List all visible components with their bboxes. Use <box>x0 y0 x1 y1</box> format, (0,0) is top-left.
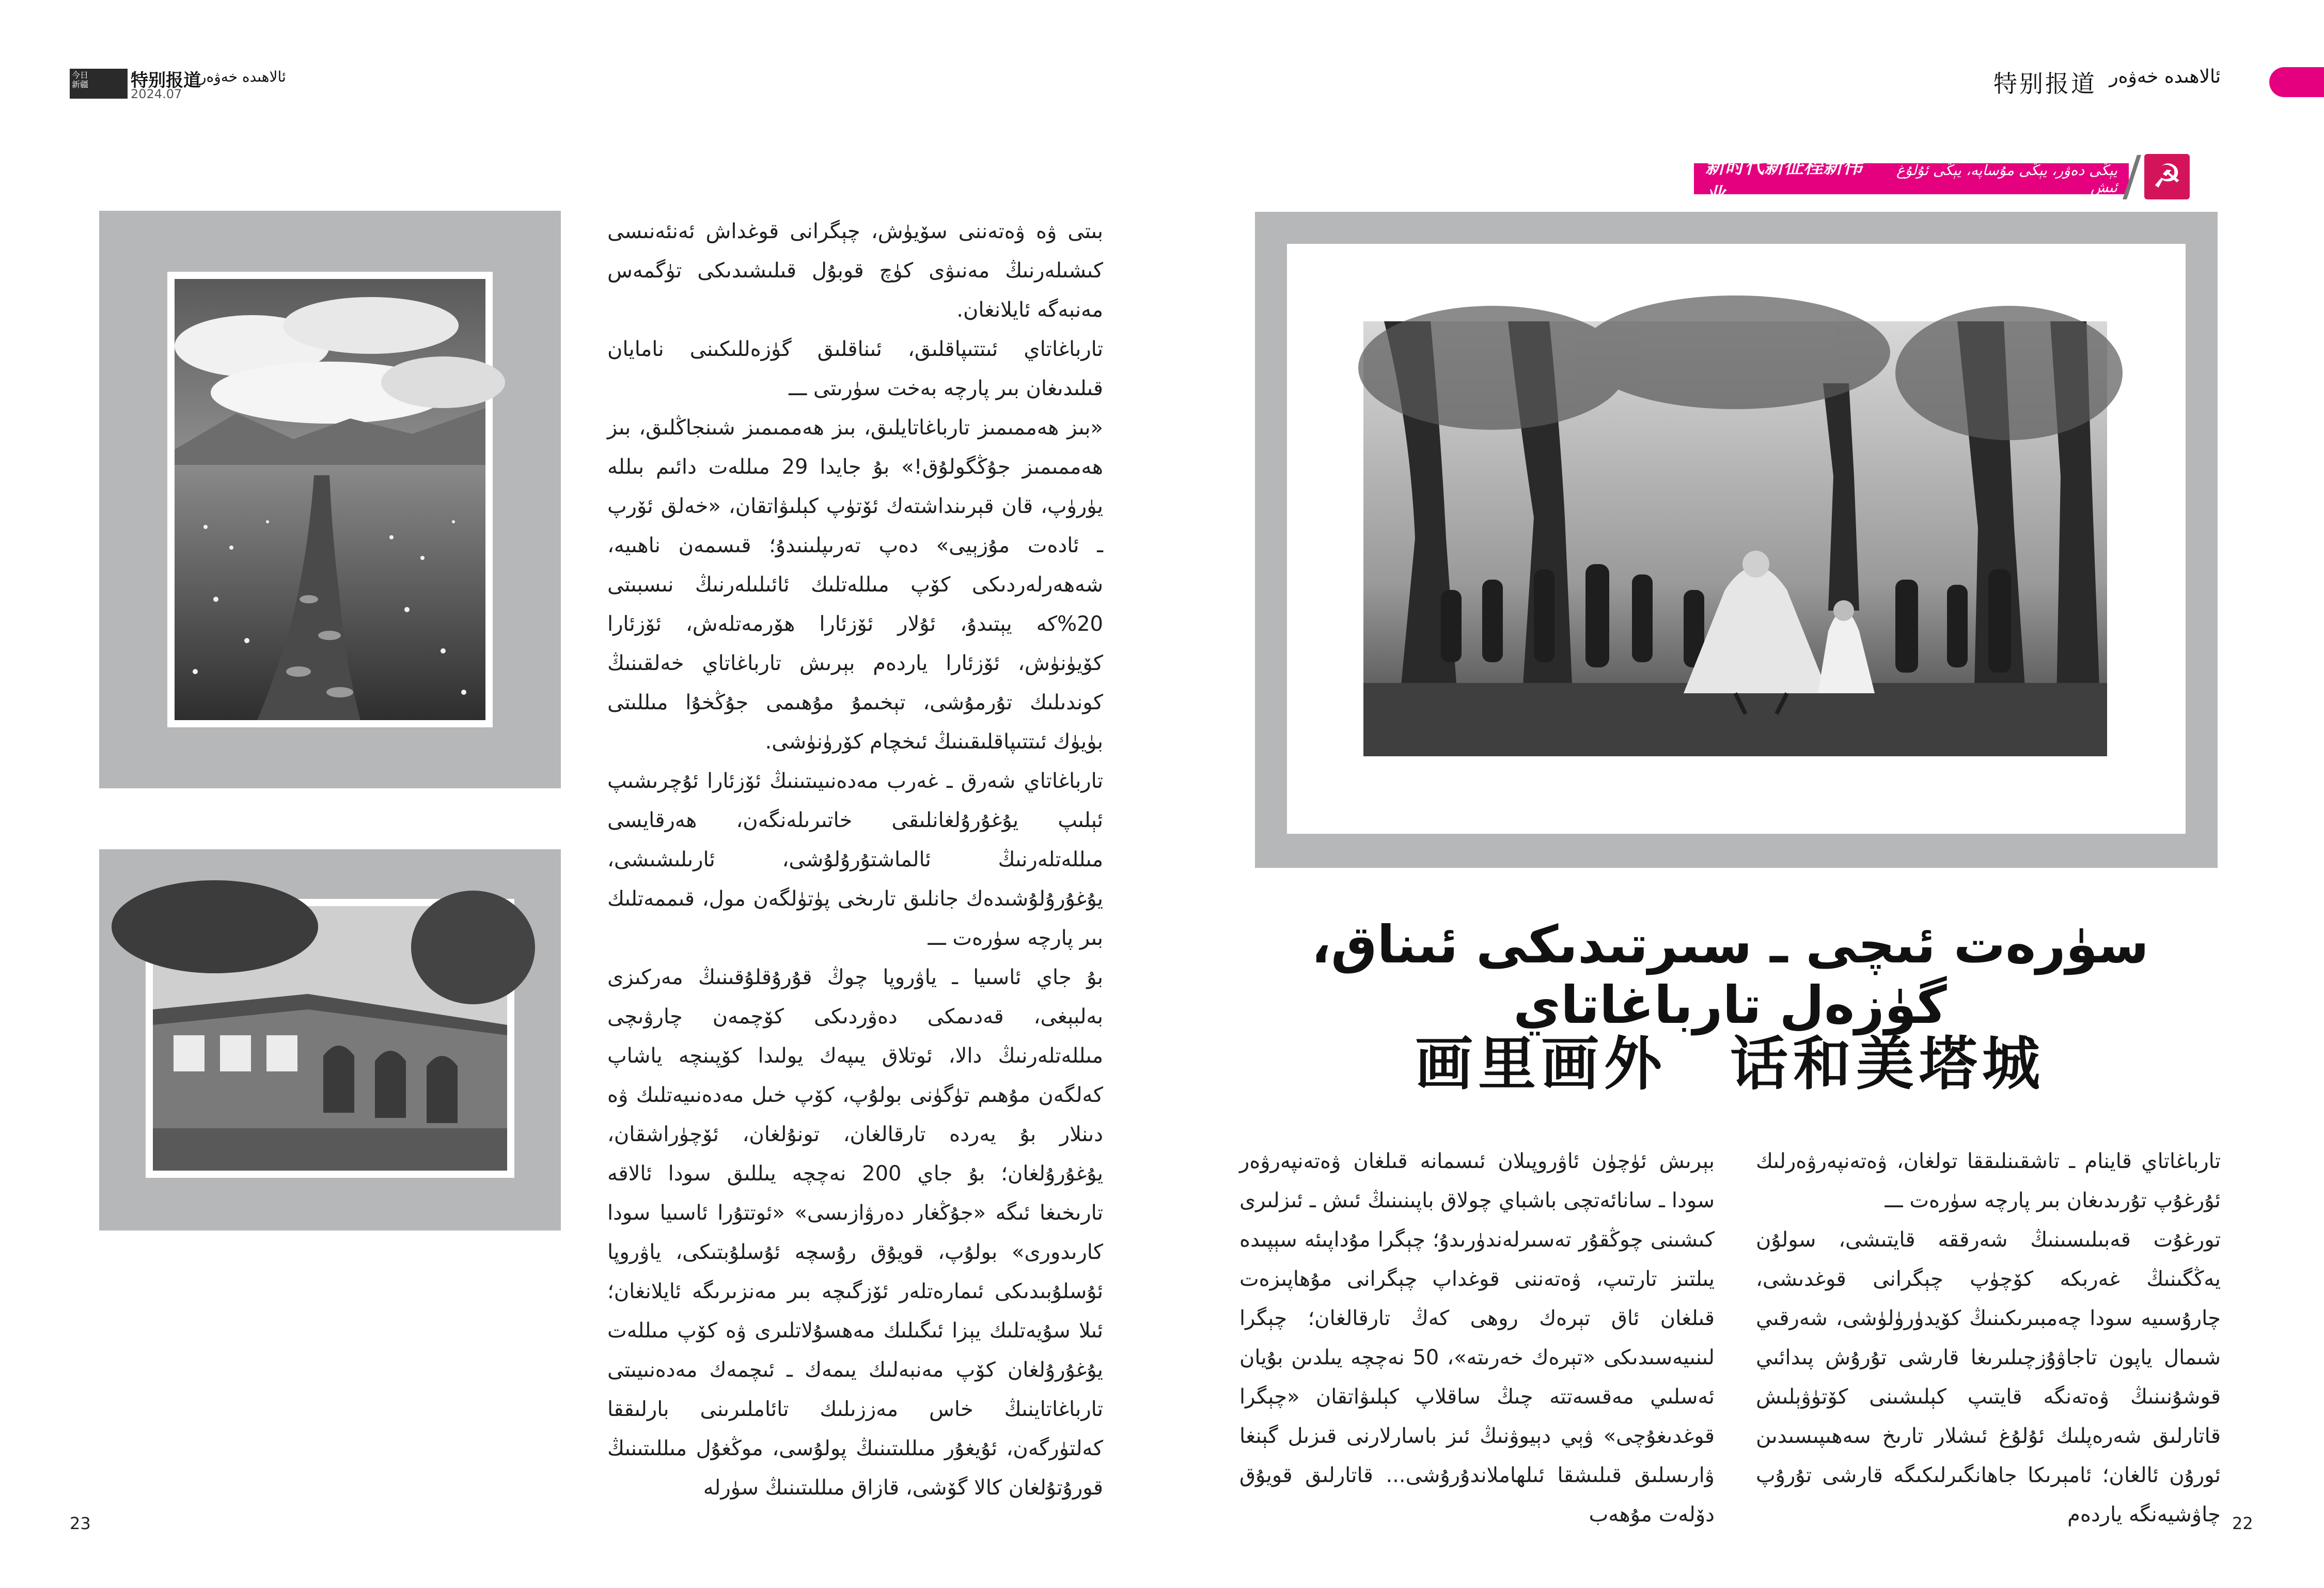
right-header-section-ug: ئالاھىدە خەۋەر <box>2109 66 2221 87</box>
right-page-middle-column <box>1239 1142 1715 1527</box>
left-header-section-ug: ئالاھىدە خەۋەر <box>199 68 286 85</box>
right-page-right-column <box>1756 1142 2221 1527</box>
banner-cn: 新时代新征程新伟业 <box>1705 154 1863 206</box>
article-title-ug: سۈرەت ئىچى ـ سىرتىدىكى ئىناق، گۈزەل تارباغاتاي <box>1311 914 2149 1035</box>
paragraph: بۇ جاي ئاسىيا ـ ياۋروپا چوڭ قۇرۇقلۇقىنىڭ مەركىزى بەلبېغى، قەدىمكى دەۋردىكى كۆچمەن چارۋىچى مىللەتلەرنىڭ دالا، ئوتلاق يىپەك يولىدا كۆپىنچە ياشاپ كەلگەن مۇھىم تۈگۈنى بولۇپ، كۆپ خىل مەدەنىيەتلىك ۋە دىنلار بۇ يەردە تارقالغان، تونۇلغان، ئۆچۈراشقان، يۇغۇرۇلغان؛ بۇ جاي 200 نەچچە يىللىق سودا ئالاقە تارىخىغا ئىگە «جۇڭغار دەرۋازىسى» «ئوتتۇرا ئاسىيا سودا كارىدورى» بولۇپ، قويۇق رۇسچە ئۇسلۇبتىكى، ياۋروپا ئۇسلۇبىدىكى ئىمارەتلەر ئۆزگىچە بىر مەنزىرىگە ئايلانغان؛ ئىلا سۇيەتلىك يېزا ئىگىلىك مەھسۇلاتلىرى ۋە كۆپ مىللەت يۇغۇرۇلغان كۆپ مەنبەلىك يىمەك ـ ئىچمەك مەدەنىيىتى تارباغاتاينىڭ خاس مەززىلىك تائاملىرىنى بارلىققا كەلتۈرگەن، ئۇيغۇر مىللىتىنىڭ پولۇسى، موڭغۇل مىللىتىنىڭ قورۇتۇلغان كالا گۆشى، قازاق مىللىتىنىڭ سۈرلە <box>607 966 1103 1500</box>
paragraph: تارباغاتاي ئىتتىپاقلىق، ئىناقلىق گۈزەللىكىنى نامايان قىلىدىغان بىر پارچە بەخت سۈرىتى ـــ <box>607 337 1103 400</box>
left-header-date: 2024.07 <box>131 87 182 101</box>
left-header-title: 特别报道 <box>131 70 201 91</box>
banner-ug: يېڭى دەۋر، يېڭى مۇساپە، يېڭى ئۇلۇغ ئىش <box>1896 162 2117 196</box>
paragraph: بېرىش ئۈچۈن ئاۋروپىلان ئىسمانە قىلغان ۋەتەنپەرۋەر سودا ـ سانائەتچى باشباي چولاق باپىنىنىڭ ئىش ـ ئىزلىرى كىشىنى چوڭقۇر تەسىرلەندۈرىدۇ؛ چېگرا مۇداپىئە سېپىدە يىلتىز تارتىپ، ۋەتەننى قوغداپ چېگرانى مۇھاپىزەت قىلغان ئاق تېرەك روھى كەڭ تارقالغان؛ چېگرا لىنىيەسىدىكى «تېرەك خەرىتە»، 50 نەچچە يىلدىن بۇيان ئەسلىي مەقسەتتە چىڭ ساقلاپ كېلىۋاتقان «چېگرا قوغدىغۇچى» ۋېي دېيوۋنىڭ ئىز باسارلارنى قىزىل گېنغا ۋارىسلىق قىلىشقا ئىلھاملاندۇرۇشى... قاتارلىق قويۇق دۆلەت مۇھەب <box>1239 1149 1715 1527</box>
photo-frame-landscape <box>99 211 561 788</box>
paragraph: تارباغاتاي شەرق ـ غەرب مەدەنىيىتىنىڭ ئۆزئارا ئۇچرىشىپ ئېلىپ يۇغۇرۇلغانلىقى خاتىرىلەنگەن، ھەرقايسى مىللەتلەرنىڭ ئالماشتۇرۇلۇشى، ئارىلىشىشى، يۇغۇرۇلۇشىدەك جانلىق تارىخى پۈتۈلگەن مول، قىممەتلىك بىر پارچە سۈرەت ـــ <box>607 769 1103 950</box>
paragraph: تورغۇت قەبىلىسىنىڭ شەرققە قايتىشى، سولۇن يەڭگىنىڭ غەربكە كۆچۈپ چېگرانى قوغدىشى، چارۇسىيە سودا چەمبىرىكىنىڭ كۆيدۈرۈلۈشى، شەرقىي شىمال ياپون تاجاۋۇزچىلىرىغا قارشى تۇرۇش پىدائىي قوشۇنىنىڭ ۋەتەنگە قايتىپ كېلىشىنى كۆتۈۋېلىش قاتارلىق شەرەپلىك ئۇلۇغ ئىشلار تارىخ سەھىپىسىدىن ئورۇن ئالغان؛ ئامېرىكا جاھانگىرلىكىگە قارشى تۇرۇپ چاۋشيەنگە ياردەم <box>1756 1228 2221 1527</box>
folk-dance-photo <box>1363 321 2107 756</box>
logo-line-1: 今日 <box>72 70 89 80</box>
logo-line-2: 新疆 <box>72 80 89 89</box>
landscape-photo <box>175 279 485 720</box>
party-emblem-icon: ☭ <box>2144 154 2190 199</box>
page-number-left: 23 <box>70 1514 91 1533</box>
magazine-logo <box>70 69 128 99</box>
paragraph: «بىز ھەممىمىز تارباغاتايلىق، بىز ھەممىمىز شىنجاڭلىق، بىز ھەممىمىز جۇڭگولۇق!» بۇ جايدا 29 مىللەت دائىم بىللە يۈرۈپ، قان قېرىنداشتەك ئۆتۈپ كېلىۋاتقان، «خەلق ئۆرپ ـ ئادەت مۇزېيى» دەپ تەرىپلىنىدۇ؛ قىسمەن ناھىيە، شەھەرلەردىكى كۆپ مىللەتلىك ئائىلىلەرنىڭ نىسبىتى 20%كە يېتىدۇ، ئۇلار ئۆزئارا ھۆرمەتلەش، ئۆزئارا كۆيۈنۈش، ئۆزئارا ياردەم بېرىش تارباغاتاي خەلقىنىڭ كوندىلىك تۇرمۇشى، تېخىمۇ مۇھىمى جۇڭخۇا مىللىتى بۈيۈك ئىتتىپاقلىقىنىڭ ئىخچام كۆرۈنۈشى. <box>607 416 1103 754</box>
photo-frame-dance <box>1255 212 2218 868</box>
paragraph: بىتى ۋە ۋەتەننى سۆيۈش، چېگرانى قوغداش ئەنئەنىسى كىشىلەرنىڭ مەنىۋى كۈچ قوبۇل قىلىشىدىكى تۈگمەس مەنبەگە ئايلانغان. <box>607 220 1103 322</box>
article-title-cn: 画里画外 话和美塔城 <box>1415 1031 2045 1098</box>
right-header-title: 特别报道 <box>1993 70 2097 98</box>
paragraph: تارباغاتاي قاينام ـ تاشقىنلىققا تولغان، ۋەتەنپەرۋەرلىك ئۇرغۇپ تۇرىدىغان بىر پارچە سۈرەت ـــ <box>1756 1149 2221 1212</box>
photo-frame-building <box>99 849 561 1231</box>
page-number-right: 22 <box>2232 1514 2253 1533</box>
left-page-text-column <box>607 212 1103 1514</box>
section-banner <box>1694 154 2129 206</box>
header-accent-bar <box>2269 67 2324 97</box>
building-photo <box>153 906 507 1171</box>
